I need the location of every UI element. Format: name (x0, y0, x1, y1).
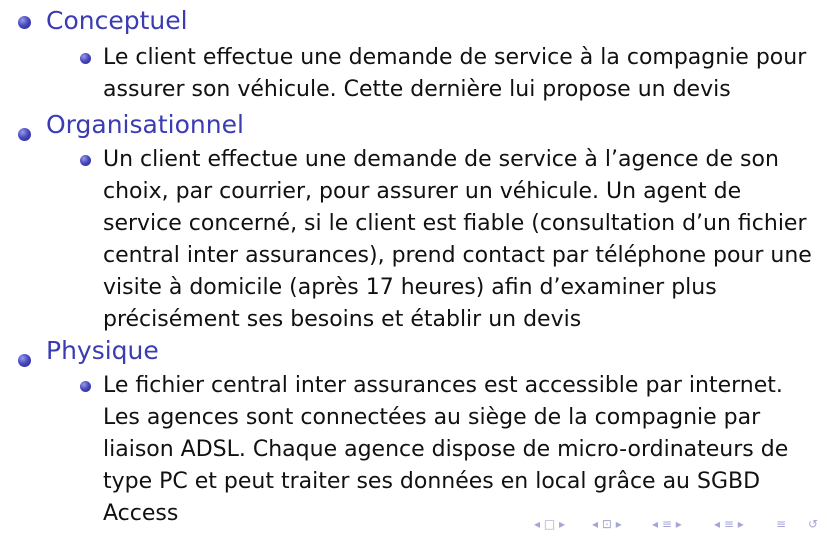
section-bullet-icon (18, 128, 31, 141)
frame-navigation-icon[interactable]: ◂ □ ▸ (534, 517, 566, 531)
section-text-conceptuel: Le client effectue une demande de service à la compagnie pour assurer son véhicule. Cette dernière lui propose un devis (103, 45, 807, 102)
section-text-organisationnel: Un client effectue une demande de service à l’agence de son choix, par courrier, pour assurer un véhicule. Un agent de service concerné, si le client est fiable (consultation d’un fichier central inter assurances), prend contact par téléphone pour une visite à domicile (après 17 heures) afin d’examiner plus précisément ses besoins et établir un devis (103, 147, 812, 332)
item-bullet-icon (80, 155, 91, 166)
align-icon[interactable]: ≡ (776, 517, 787, 531)
navigation-bar (524, 511, 824, 535)
item-bullet-icon (80, 381, 91, 392)
section-navigation-icon[interactable]: ◂ ≡ ▸ (652, 517, 682, 531)
slide-navigation-icon[interactable]: ◂ ≡ ▸ (714, 517, 744, 531)
section-bullet-icon (18, 16, 31, 29)
section-bullet-icon (18, 354, 31, 367)
search-icon[interactable]: ↺ (808, 517, 819, 531)
section-title-organisationnel: Organisationnel (46, 110, 244, 139)
section-title-physique: Physique (46, 336, 159, 365)
item-bullet-icon (80, 53, 91, 64)
section-title-conceptuel: Conceptuel (46, 6, 188, 35)
subsection-navigation-icon[interactable]: ◂ ⊡ ▸ (592, 517, 622, 531)
section-text-physique: Le fichier central inter assurances est accessible par internet. Les agences sont connectées au siège de la compagnie par liaison ADSL. Chaque agence dispose de micro-ordinateurs de type PC et peut traiter ses données en local grâce au SGBD Access (103, 373, 789, 526)
